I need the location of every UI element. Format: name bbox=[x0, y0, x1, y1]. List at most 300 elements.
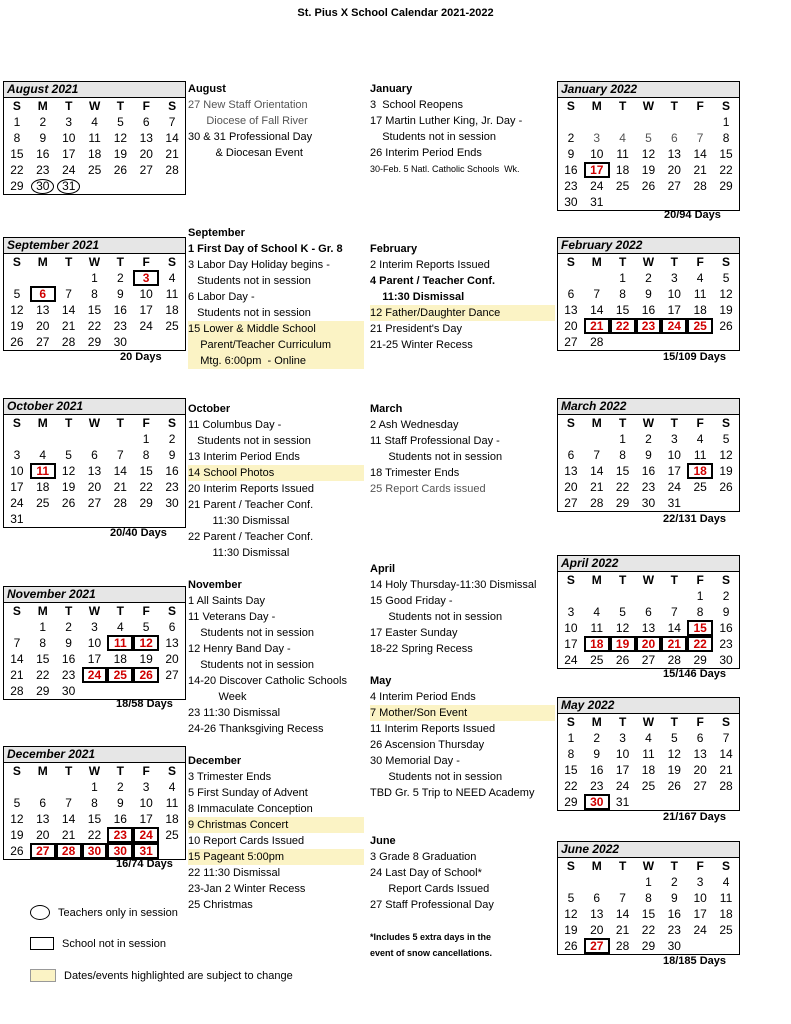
calendar-day: 4 bbox=[91, 115, 98, 129]
event-line: Students not in session bbox=[370, 611, 503, 623]
event-month-heading: March bbox=[370, 403, 403, 415]
calendar-day: 1 bbox=[91, 780, 98, 794]
calendar-week-row bbox=[4, 162, 185, 178]
weekday-label: S bbox=[168, 99, 177, 113]
days-count-april: 15/146 Days bbox=[663, 668, 726, 680]
calendar-week-row bbox=[4, 334, 185, 350]
calendar-day: 16 bbox=[564, 163, 578, 177]
event-line: 2 Ash Wednesday bbox=[370, 419, 459, 431]
calendar-day: 14 bbox=[590, 464, 604, 478]
calendar-day: 1 bbox=[13, 115, 21, 129]
calendar-day: 9 bbox=[168, 448, 176, 462]
event-line: 15 Good Friday - bbox=[370, 595, 453, 607]
highlight-swatch-icon bbox=[30, 969, 56, 982]
event-line: Mtg. 6:00pm - Online bbox=[188, 353, 364, 369]
event-month-heading: August bbox=[188, 83, 226, 95]
square-icon bbox=[30, 937, 54, 950]
calendar-day bbox=[713, 194, 739, 210]
calendar-day: 3 bbox=[91, 620, 98, 634]
calendar-day: 15 bbox=[687, 620, 713, 636]
calendar-day: 4 bbox=[645, 731, 652, 745]
calendar-day: 8 bbox=[722, 131, 730, 145]
calendar-day: 7 bbox=[65, 796, 72, 810]
calendar-day: 20 bbox=[139, 147, 153, 161]
calendar-day bbox=[610, 588, 636, 604]
weekday-label: M bbox=[37, 604, 48, 618]
weekday-label: T bbox=[116, 604, 124, 618]
calendar-december-2021 bbox=[3, 746, 186, 860]
calendar-day: 6 bbox=[696, 731, 704, 745]
event-line bbox=[370, 209, 555, 225]
calendar-day bbox=[584, 114, 610, 130]
calendar-day: 25 bbox=[107, 667, 133, 683]
calendar-day: 3 bbox=[65, 115, 73, 129]
calendar-day: 16 bbox=[641, 303, 656, 317]
calendar-day: 3 bbox=[133, 270, 159, 286]
calendar-day: 21 bbox=[10, 668, 24, 682]
event-line: *Includes 5 extra days in the bbox=[370, 932, 492, 942]
calendar-day: 11 bbox=[693, 287, 707, 301]
weekday-label: T bbox=[116, 764, 124, 778]
calendar-day: 9 bbox=[645, 287, 652, 301]
calendar-day: 7 bbox=[670, 605, 678, 619]
calendar-day: 26 bbox=[641, 179, 656, 193]
calendar-day bbox=[82, 511, 108, 527]
calendar-month-title: January 2022 bbox=[558, 82, 739, 98]
weekday-label: T bbox=[65, 99, 73, 113]
calendar-day: 23 bbox=[667, 923, 681, 937]
calendar-day: 12 bbox=[615, 621, 630, 635]
calendar-week-row bbox=[558, 270, 739, 286]
calendar-day: 27 bbox=[139, 163, 153, 177]
calendar-week-row bbox=[558, 463, 739, 479]
calendar-day bbox=[4, 431, 30, 447]
event-month-heading: November bbox=[188, 579, 242, 591]
calendar-day: 17 bbox=[667, 464, 681, 478]
calendar-day: 10 bbox=[693, 891, 707, 905]
calendar-day: 7 bbox=[116, 448, 124, 462]
calendar-day: 4 bbox=[593, 605, 601, 619]
calendar-day: 23 bbox=[113, 319, 127, 333]
calendar-week-row bbox=[4, 495, 185, 511]
calendar-day bbox=[687, 794, 713, 810]
calendar-day: 20 bbox=[165, 652, 179, 666]
event-line bbox=[370, 913, 555, 929]
calendar-day: 31 bbox=[615, 795, 630, 809]
calendar-day: 11 bbox=[719, 891, 733, 905]
calendar-grid bbox=[558, 98, 739, 210]
weekday-header-row bbox=[4, 254, 185, 270]
calendar-day bbox=[636, 588, 662, 604]
calendar-day: 3 bbox=[619, 731, 626, 745]
calendar-day: 1 bbox=[91, 271, 98, 285]
calendar-day: 2 bbox=[645, 432, 652, 446]
event-line: 10 Report Cards Issued bbox=[188, 835, 305, 847]
calendar-day: 2 bbox=[168, 432, 176, 446]
calendar-day bbox=[713, 334, 739, 350]
calendar-day: 26 bbox=[61, 496, 76, 510]
calendar-day: 13 bbox=[667, 147, 681, 161]
calendar-day: 9 bbox=[593, 747, 601, 761]
calendar-day: 30 bbox=[641, 496, 656, 510]
calendar-week-row bbox=[558, 778, 739, 794]
calendar-day: 14 bbox=[61, 812, 76, 826]
calendar-day: 29 bbox=[641, 939, 656, 953]
event-line: Students not in session bbox=[188, 275, 311, 287]
calendar-day: 28 bbox=[693, 179, 707, 193]
calendar-day: 13 bbox=[139, 131, 153, 145]
calendar-day: 23 bbox=[719, 637, 733, 651]
calendar-week-row bbox=[4, 795, 185, 811]
calendar-day: 23 bbox=[107, 827, 133, 843]
event-line bbox=[370, 225, 555, 241]
days-count-june: 18/185 Days bbox=[663, 955, 726, 967]
weekday-label: S bbox=[566, 573, 575, 587]
calendar-day: 30 bbox=[165, 496, 179, 510]
days-count-january: 20/94 Days bbox=[664, 209, 721, 221]
weekday-label: W bbox=[642, 255, 655, 269]
event-line: 26 Interim Period Ends bbox=[370, 147, 482, 159]
calendar-day: 30 bbox=[667, 939, 681, 953]
weekday-label: T bbox=[618, 859, 627, 873]
weekday-label: M bbox=[591, 255, 602, 269]
calendar-day: 30 bbox=[719, 653, 733, 667]
calendar-day: 9 bbox=[670, 891, 678, 905]
event-line: 30 Memorial Day - bbox=[370, 755, 460, 767]
calendar-day: 18 bbox=[165, 812, 179, 826]
calendar-day: 3 bbox=[567, 605, 575, 619]
event-line: 17 Martin Luther King, Jr. Day - bbox=[370, 115, 523, 127]
event-line bbox=[188, 161, 364, 177]
weekday-label: M bbox=[37, 764, 48, 778]
calendar-day: 12 bbox=[564, 907, 578, 921]
legend-circle-label: Teachers only in session bbox=[58, 906, 178, 919]
event-line bbox=[370, 353, 555, 369]
event-line: Students not in session bbox=[188, 659, 314, 671]
calendar-day: 6 bbox=[142, 115, 150, 129]
calendar-grid bbox=[558, 714, 739, 810]
days-count-october: 20/40 Days bbox=[110, 527, 167, 539]
calendar-day bbox=[558, 588, 584, 604]
event-line: 11 Columbus Day - bbox=[188, 419, 282, 431]
calendar-day: 3 bbox=[593, 131, 601, 145]
calendar-day bbox=[133, 334, 159, 350]
calendar-day: 23 bbox=[36, 163, 50, 177]
calendar-day: 12 bbox=[719, 287, 733, 301]
calendar-day: 9 bbox=[116, 287, 124, 301]
calendar-day: 14 bbox=[590, 303, 604, 317]
calendar-week-row bbox=[558, 194, 739, 210]
calendar-grid bbox=[558, 572, 739, 668]
calendar-day: 20 bbox=[693, 763, 707, 777]
weekday-header-row bbox=[558, 714, 739, 730]
calendar-day bbox=[107, 511, 133, 527]
calendar-day bbox=[159, 683, 185, 699]
calendar-day: 30 bbox=[584, 794, 610, 810]
calendar-day: 28 bbox=[61, 335, 76, 349]
calendar-day: 22 bbox=[719, 163, 733, 177]
calendar-day: 12 bbox=[10, 303, 24, 317]
event-line bbox=[370, 193, 555, 209]
calendar-day: 5 bbox=[567, 891, 575, 905]
calendar-day: 25 bbox=[165, 828, 179, 842]
calendar-day bbox=[558, 431, 584, 447]
calendar-day: 12 bbox=[113, 131, 128, 145]
calendar-june-2022 bbox=[557, 841, 740, 955]
calendar-day: 4 bbox=[619, 131, 626, 145]
calendar-week-row bbox=[4, 302, 185, 318]
calendar-day bbox=[610, 194, 636, 210]
calendar-day: 4 bbox=[722, 875, 730, 889]
calendar-day: 21 bbox=[615, 923, 630, 937]
calendar-grid bbox=[4, 98, 185, 194]
calendar-day: 18 bbox=[687, 463, 713, 479]
calendar-day: 10 bbox=[139, 796, 153, 810]
calendar-day: 18 bbox=[693, 303, 707, 317]
calendar-day: 29 bbox=[615, 496, 630, 510]
calendar-day: 28 bbox=[165, 163, 179, 177]
calendar-day bbox=[4, 270, 30, 286]
event-month-heading: October bbox=[188, 403, 231, 415]
calendar-day: 19 bbox=[61, 480, 76, 494]
calendar-day: 8 bbox=[619, 287, 626, 301]
calendar-grid bbox=[4, 603, 185, 699]
calendar-day: 30 bbox=[113, 335, 127, 349]
calendar-day: 31 bbox=[133, 843, 159, 859]
weekday-label: W bbox=[642, 99, 655, 113]
weekday-label: T bbox=[670, 715, 678, 729]
calendar-day: 16 bbox=[61, 652, 76, 666]
weekday-header-row bbox=[558, 98, 739, 114]
weekday-label: M bbox=[591, 573, 602, 587]
calendar-day: 7 bbox=[722, 731, 730, 745]
weekday-label: T bbox=[116, 416, 124, 430]
calendar-month-title: November 2021 bbox=[4, 587, 185, 603]
weekday-label: M bbox=[37, 255, 48, 269]
calendar-day: 25 bbox=[719, 923, 733, 937]
event-line: 4 Interim Period Ends bbox=[370, 691, 476, 703]
circle-icon bbox=[30, 905, 50, 920]
calendar-week-row bbox=[558, 146, 739, 162]
weekday-label: T bbox=[618, 255, 627, 269]
calendar-week-row bbox=[558, 938, 739, 954]
calendar-day: 13 bbox=[36, 812, 50, 826]
calendar-week-row bbox=[4, 270, 185, 286]
calendar-day: 13 bbox=[87, 464, 102, 478]
weekday-label: M bbox=[591, 715, 602, 729]
calendar-day bbox=[159, 843, 185, 859]
legend-highlighted bbox=[30, 969, 293, 982]
calendar-day: 15 bbox=[10, 147, 24, 161]
weekday-header-row bbox=[558, 415, 739, 431]
weekday-label: W bbox=[88, 764, 101, 778]
weekday-label: S bbox=[722, 859, 731, 873]
weekday-label: M bbox=[591, 416, 602, 430]
calendar-day: 2 bbox=[116, 780, 124, 794]
calendar-day bbox=[558, 270, 584, 286]
event-line: 24 Last Day of School* bbox=[370, 867, 482, 879]
calendar-month-title: August 2021 bbox=[4, 82, 185, 98]
event-month-heading: December bbox=[188, 755, 242, 767]
event-line: TBD Gr. 5 Trip to NEED Academy bbox=[370, 787, 535, 799]
event-line: 5 First Sunday of Advent bbox=[188, 787, 308, 799]
calendar-may-2022 bbox=[557, 697, 740, 811]
calendar-day: 13 bbox=[36, 303, 50, 317]
calendar-week-row bbox=[558, 794, 739, 810]
weekday-label: T bbox=[116, 99, 125, 113]
calendar-day: 1 bbox=[39, 620, 47, 634]
calendar-day bbox=[159, 334, 185, 350]
calendar-day bbox=[661, 794, 687, 810]
calendar-week-row bbox=[4, 146, 185, 162]
calendar-day: 16 bbox=[590, 763, 604, 777]
event-line bbox=[370, 529, 555, 545]
calendar-week-row bbox=[4, 667, 185, 683]
weekday-header-row bbox=[4, 603, 185, 619]
event-line: 3 Grade 8 Graduation bbox=[370, 851, 477, 863]
calendar-day: 8 bbox=[645, 891, 652, 905]
calendar-day: 2 bbox=[567, 131, 575, 145]
calendar-day: 10 bbox=[10, 464, 24, 478]
event-line: 21-25 Winter Recess bbox=[370, 339, 473, 351]
calendar-day bbox=[4, 619, 30, 635]
calendar-day: 3 bbox=[670, 271, 678, 285]
calendar-day: 7 bbox=[696, 131, 704, 145]
calendar-day: 7 bbox=[593, 287, 601, 301]
event-line: 14 School Photos bbox=[188, 465, 364, 481]
calendar-day: 24 bbox=[82, 667, 108, 683]
calendar-day: 25 bbox=[87, 163, 102, 177]
event-line: 30 & 31 Professional Day bbox=[188, 131, 313, 143]
calendar-day: 25 bbox=[641, 779, 656, 793]
weekday-label: S bbox=[722, 255, 731, 269]
calendar-day: 2 bbox=[593, 731, 601, 745]
calendar-day: 17 bbox=[584, 162, 610, 178]
event-line: 18-22 Spring Recess bbox=[370, 643, 473, 655]
event-line bbox=[370, 817, 555, 833]
calendar-week-row bbox=[4, 827, 185, 843]
calendar-day bbox=[30, 511, 56, 527]
calendar-day: 15 bbox=[641, 907, 656, 921]
calendar-day: 22 bbox=[641, 923, 656, 937]
event-line bbox=[188, 737, 364, 753]
weekday-label: S bbox=[12, 764, 21, 778]
calendar-day bbox=[713, 495, 739, 511]
calendar-week-row bbox=[558, 906, 739, 922]
weekday-label: W bbox=[642, 416, 655, 430]
calendar-day: 5 bbox=[13, 796, 21, 810]
calendar-day: 22 bbox=[36, 668, 50, 682]
calendar-day: 11 bbox=[165, 287, 179, 301]
calendar-week-row bbox=[4, 779, 185, 795]
calendar-month-title: October 2021 bbox=[4, 399, 185, 415]
calendar-day: 8 bbox=[567, 747, 575, 761]
calendar-day: 11 bbox=[165, 796, 179, 810]
calendar-week-row bbox=[4, 511, 185, 527]
calendar-day: 24 bbox=[133, 827, 159, 843]
calendar-day: 31 bbox=[667, 496, 681, 510]
event-month-heading: 4 Parent / Teacher Conf. bbox=[370, 275, 496, 287]
calendar-day: 25 bbox=[687, 318, 713, 334]
page-title: St. Pius X School Calendar 2021-2022 bbox=[297, 7, 494, 19]
calendar-day: 15 bbox=[564, 763, 578, 777]
days-count-february: 15/109 Days bbox=[663, 351, 726, 363]
calendar-day: 22 bbox=[615, 480, 630, 494]
event-line: 27 New Staff Orientation bbox=[188, 99, 308, 111]
event-line bbox=[370, 657, 555, 673]
calendar-day: 11 bbox=[107, 635, 133, 651]
calendar-grid bbox=[4, 415, 185, 527]
event-line: 15 Pageant 5:00pm bbox=[188, 849, 364, 865]
calendar-day: 23 bbox=[61, 668, 76, 682]
calendar-day: 6 bbox=[30, 286, 56, 302]
calendar-day: 7 bbox=[619, 891, 626, 905]
calendar-day: 26 bbox=[719, 319, 733, 333]
calendar-week-row bbox=[558, 604, 739, 620]
weekday-label: T bbox=[64, 416, 73, 430]
calendar-month-title: March 2022 bbox=[558, 399, 739, 415]
legend-no-school bbox=[30, 937, 166, 950]
calendar-day: 30 bbox=[107, 843, 133, 859]
weekday-label: S bbox=[12, 99, 21, 113]
event-month-heading: February bbox=[370, 243, 418, 255]
event-line bbox=[188, 209, 364, 225]
calendar-day: 14 bbox=[113, 464, 127, 478]
calendar-day: 18 bbox=[87, 147, 102, 161]
calendar-day: 22 bbox=[564, 779, 578, 793]
event-line bbox=[188, 193, 364, 209]
event-line: 25 Report Cards issued bbox=[370, 483, 486, 495]
calendar-day: 31 bbox=[10, 512, 24, 526]
calendar-day: 5 bbox=[722, 271, 730, 285]
calendar-day: 5 bbox=[117, 115, 124, 129]
event-month-heading: May bbox=[370, 675, 392, 687]
event-line: 3 Trimester Ends bbox=[188, 771, 272, 783]
event-line: Students not in session bbox=[370, 771, 503, 783]
calendar-day: 19 bbox=[139, 652, 153, 666]
calendar-day: 25 bbox=[165, 319, 179, 333]
event-line: 17 Easter Sunday bbox=[370, 627, 458, 639]
calendar-day: 2 bbox=[65, 620, 72, 634]
weekday-label: W bbox=[642, 859, 655, 873]
calendar-day: 7 bbox=[593, 448, 601, 462]
calendar-day bbox=[687, 495, 713, 511]
calendar-week-row bbox=[4, 479, 185, 495]
calendar-day: 10 bbox=[590, 147, 604, 161]
calendar-week-row bbox=[4, 635, 185, 651]
calendar-day: 21 bbox=[590, 480, 604, 494]
event-line: 1 All Saints Day bbox=[188, 595, 266, 607]
calendar-week-row bbox=[4, 683, 185, 699]
event-line: 13 Interim Period Ends bbox=[188, 451, 300, 463]
calendar-day bbox=[159, 178, 185, 194]
calendar-day: 26 bbox=[564, 939, 578, 953]
event-line bbox=[370, 385, 555, 401]
weekday-label: F bbox=[696, 416, 704, 430]
calendar-day: 21 bbox=[693, 163, 707, 177]
calendar-day: 9 bbox=[116, 796, 124, 810]
weekday-label: T bbox=[618, 416, 627, 430]
calendar-day: 4 bbox=[696, 432, 704, 446]
calendar-day bbox=[584, 588, 610, 604]
calendar-day: 3 bbox=[142, 780, 150, 794]
calendar-day: 7 bbox=[13, 636, 21, 650]
event-line: Students not in session bbox=[188, 307, 311, 319]
legend-box-label: School not in session bbox=[62, 937, 166, 950]
weekday-label: S bbox=[566, 416, 575, 430]
event-line: 20 Interim Reports Issued bbox=[188, 483, 314, 495]
weekday-label: W bbox=[88, 604, 101, 618]
